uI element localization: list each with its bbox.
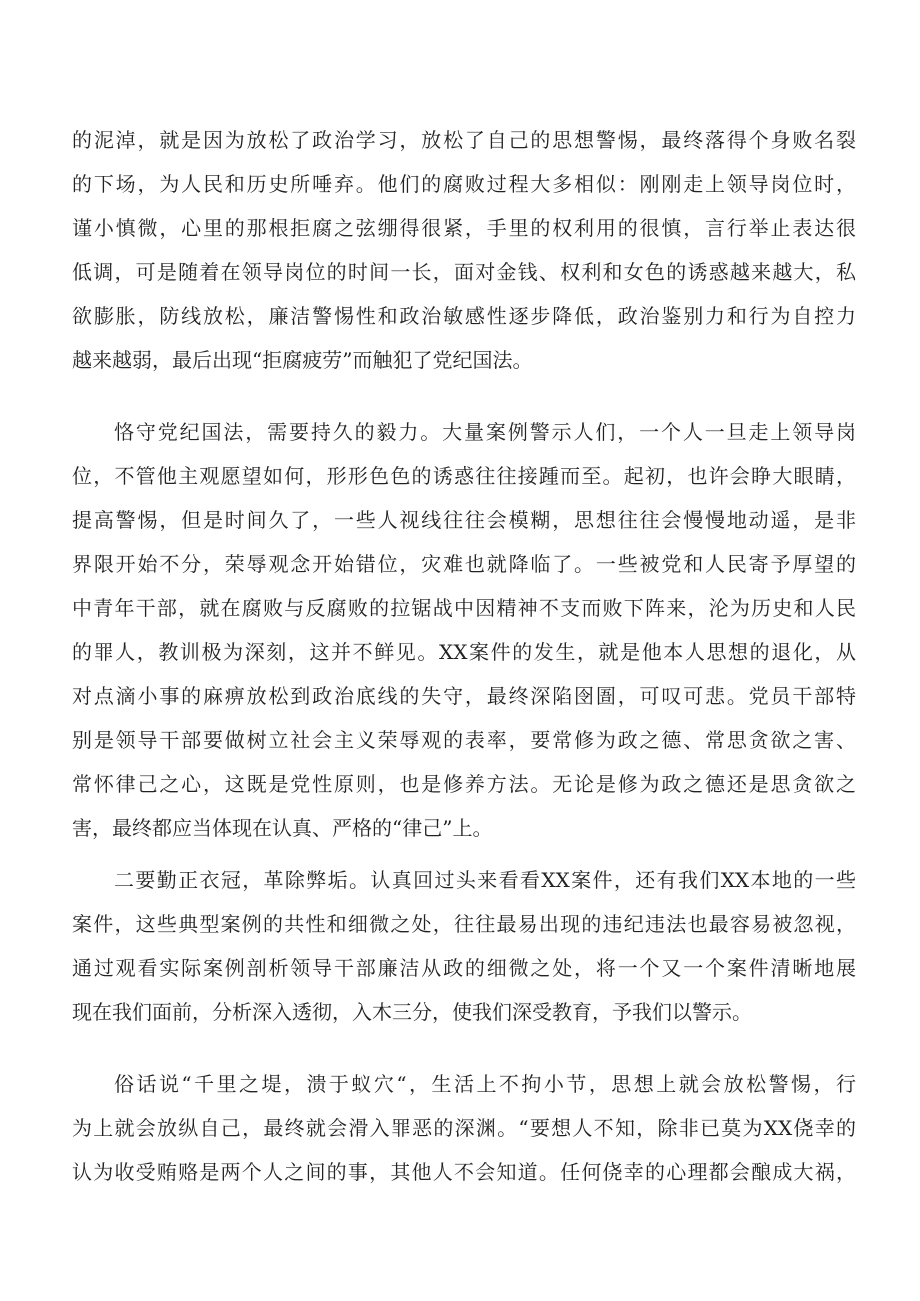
paragraph-line: 案件，这些典型案例的共性和细微之处，往往最易出现的违纪违法也最容易被忽视， (72, 912, 856, 936)
paragraph-line: 中青年干部，就在腐败与反腐败的拉锯战中因精神不支而败下阵来，沦为历史和人民 (72, 596, 856, 620)
paragraph-spacer (72, 1034, 856, 1062)
paragraph-line: 的泥淖，就是因为放松了政治学习，放松了自己的思想警惕，最终落得个身败名裂 (72, 128, 856, 152)
paragraph-3 (72, 858, 856, 1034)
paragraph-line: 二要勤正衣冠，革除弊垢。认真回过头来看看XX案件，还有我们XX本地的一些 (114, 868, 856, 892)
paragraph-line: 欲膨胀，防线放松，廉洁警惕性和政治敏感性逐步降低，政治鉴别力和行为自控力 (72, 304, 856, 328)
paragraph-line: 低调，可是随着在领导岗位的时间一长，面对金钱、权利和女色的诱惑越来越大，私 (72, 260, 856, 284)
paragraph-line: 恪守党纪国法，需要持久的毅力。大量案例警示人们，一个人一旦走上领导岗 (114, 420, 856, 444)
paragraph-line: 对点滴小事的麻痹放松到政治底线的失守，最终深陷囹圄，可叹可悲。党员干部特 (72, 684, 856, 708)
paragraph-line: 越来越弱，最后出现“拒腐疲劳”而触犯了党纪国法。 (72, 348, 533, 372)
paragraph-line: 的下场，为人民和历史所唾弃。他们的腐败过程大多相似：刚刚走上领导岗位时， (72, 172, 856, 196)
paragraph-line: 认为收受贿赂是两个人之间的事，其他人不会知道。任何侥幸的心理都会酿成大祸， (72, 1160, 856, 1184)
paragraph-spacer (72, 850, 856, 858)
paragraph-line: 提高警惕，但是时间久了，一些人视线往往会模糊，思想往往会慢慢地动遥，是非 (72, 508, 856, 532)
paragraph-line: 界限开始不分，荣辱观念开始错位，灾难也就降临了。一些被党和人民寄予厚望的 (72, 552, 856, 576)
paragraph-line: 俗话说“千里之堤，溃于蚁穴“，生活上不拘小节，思想上就会放松警惕，行 (114, 1072, 856, 1096)
paragraph-line: 为上就会放纵自己，最终就会滑入罪恶的深渊。“要想人不知，除非已莫为XX侥幸的 (72, 1116, 856, 1140)
paragraph-line: 位，不管他主观愿望如何，形形色色的诱惑往往接踵而至。起初，也许会睁大眼睛， (72, 464, 856, 488)
paragraph-line: 的罪人，教训极为深刻，这并不鲜见。XX案件的发生，就是他本人思想的退化，从 (72, 640, 856, 664)
paragraph-spacer (72, 382, 856, 410)
paragraph-line: 通过观看实际案例剖析领导干部廉洁从政的细微之处，将一个又一个案件清晰地展 (72, 956, 856, 980)
paragraph-line: 现在我们面前，分析深入透彻，入木三分，使我们深受教育，予我们以警示。 (72, 1000, 752, 1024)
document-body (72, 118, 856, 1194)
paragraph-1 (72, 118, 856, 382)
paragraph-line: 常怀律己之心，这既是党性原则，也是修养方法。无论是修为政之德还是思贪欲之 (72, 772, 856, 796)
paragraph-line: 别是领导干部要做树立社会主义荣辱观的表率，要常修为政之德、常思贪欲之害、 (72, 728, 856, 752)
paragraph-line: 害，最终都应当体现在认真、严格的“律己”上。 (72, 816, 493, 840)
paragraph-2 (72, 410, 856, 850)
paragraph-line: 谨小慎微，心里的那根拒腐之弦绷得很紧，手里的权利用的很慎，言行举止表达很 (72, 216, 856, 240)
paragraph-4 (72, 1062, 856, 1194)
